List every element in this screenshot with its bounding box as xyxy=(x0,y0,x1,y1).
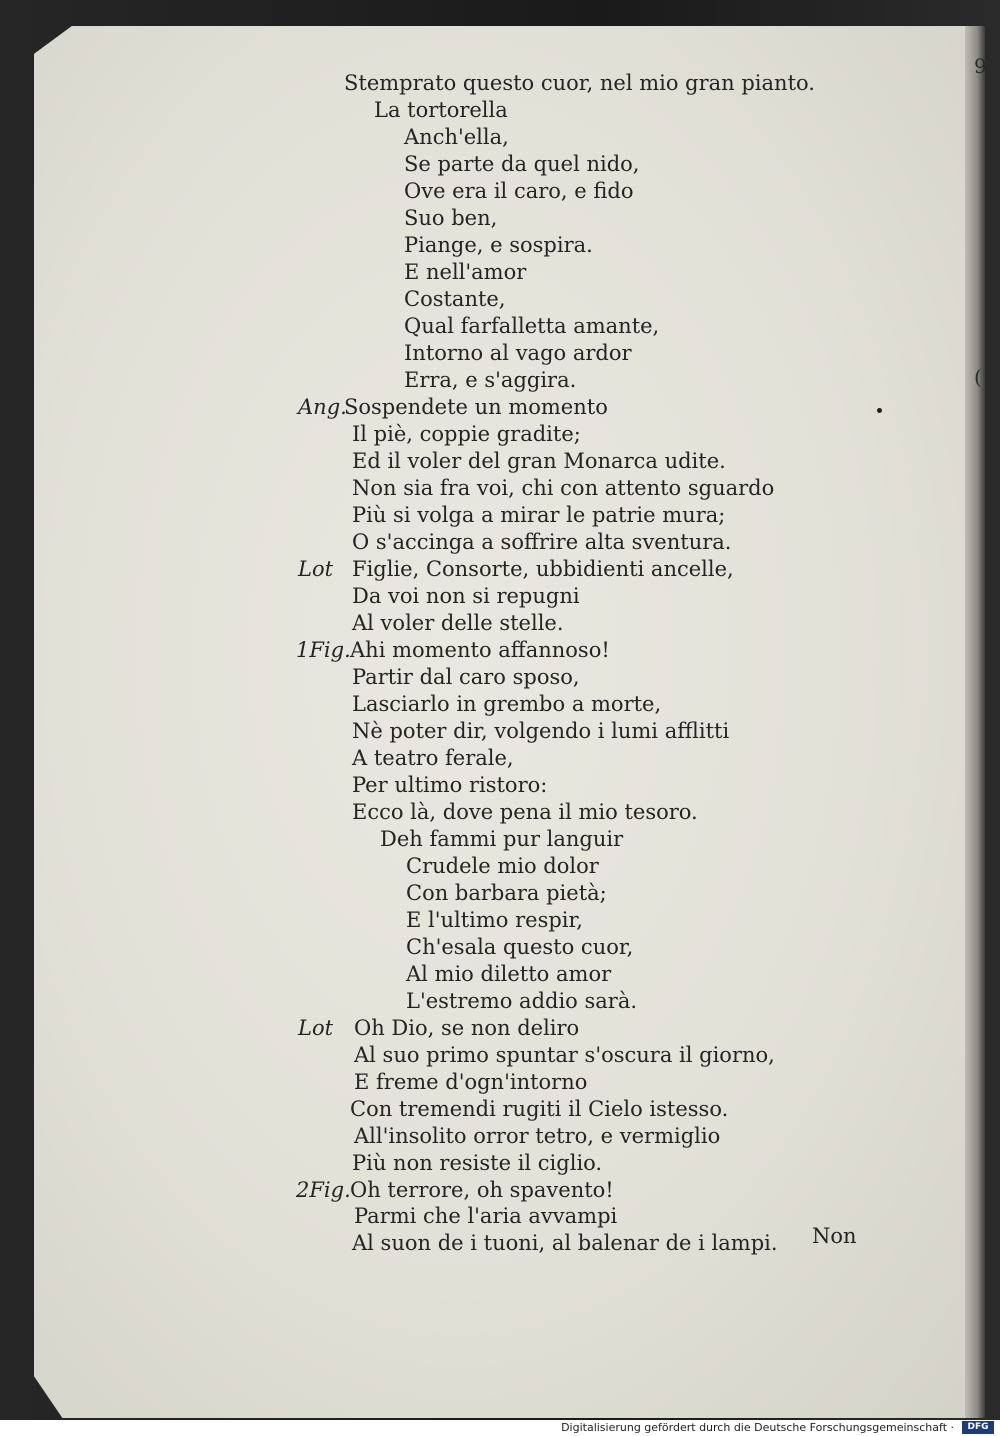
verse-line: La tortorella xyxy=(374,98,508,122)
verse-line: Sospendete un momento xyxy=(344,395,608,419)
verse-line: Partir dal caro sposo, xyxy=(352,665,580,689)
verse-line: Intorno al vago ardor xyxy=(404,341,632,365)
verse-line: Ove era il caro, e fido xyxy=(404,179,634,203)
verse-line: Da voi non si repugni xyxy=(352,584,580,608)
verse-line: E freme d'ogn'intorno xyxy=(354,1070,588,1094)
verse-line: Suo ben, xyxy=(404,206,498,230)
verse-line: Nè poter dir, volgendo i lumi afflitti xyxy=(352,719,730,743)
facing-page-bracket-fragment: ( xyxy=(974,365,982,389)
verse-line: A teatro ferale, xyxy=(352,746,514,770)
verse-line: Al suo primo spuntar s'oscura il giorno, xyxy=(354,1043,775,1067)
funding-credit: Digitalisierung gefördert durch die Deutsche Forschungsgemeinschaft · xyxy=(561,1421,954,1434)
verse-line: Anch'ella, xyxy=(404,125,509,149)
verse-line: Non sia fra voi, chi con attento sguardo xyxy=(352,476,775,500)
verse-line: Ed il voler del gran Monarca udite. xyxy=(352,449,726,473)
verse-line: Figlie, Consorte, ubbidienti ancelle, xyxy=(352,557,734,581)
speaker-label: 1Fig. xyxy=(296,638,351,662)
verse-line: Ahi momento affannoso! xyxy=(350,638,610,662)
ink-speck xyxy=(877,408,882,413)
verse-line: Al mio diletto amor xyxy=(406,962,612,986)
verse-line: Per ultimo ristoro: xyxy=(352,773,548,797)
verse-line: O s'accinga a soffrire alta sventura. xyxy=(352,530,732,554)
verse-line: Più si volga a mirar le patrie mura; xyxy=(352,503,726,527)
verse-line: Crudele mio dolor xyxy=(406,854,599,878)
speaker-label: 2Fig. xyxy=(296,1178,351,1202)
verse-line: E nell'amor xyxy=(404,260,527,284)
verse-line: Con barbara pietà; xyxy=(406,881,607,905)
verse-line: Con tremendi rugiti il Cielo istesso. xyxy=(350,1097,729,1121)
verse-line: Il piè, coppie gradite; xyxy=(352,422,581,446)
verse-line: Parmi che l'aria avvampi xyxy=(354,1204,618,1228)
verse-line: Più non resiste il ciglio. xyxy=(352,1151,603,1175)
verse-line: Stemprato questo cuor, nel mio gran pianto. xyxy=(344,71,815,95)
verse-line: E l'ultimo respir, xyxy=(406,908,583,932)
verse-line: Qual farfalletta amante, xyxy=(404,314,660,338)
verse-line: Al voler delle stelle. xyxy=(352,611,564,635)
verse-line: Lasciarlo in grembo a morte, xyxy=(352,692,662,716)
verse-line: Deh fammi pur languir xyxy=(380,827,624,851)
verse-line: Ecco là, dove pena il mio tesoro. xyxy=(352,800,698,824)
dfg-logo[interactable]: DFG xyxy=(962,1421,994,1434)
verse-line: Erra, e s'aggira. xyxy=(404,368,577,392)
verse-line: Ch'esala questo cuor, xyxy=(406,935,634,959)
facing-page-number-fragment: 95 xyxy=(974,54,1000,78)
speaker-label: Lot xyxy=(298,1016,334,1040)
verse-line: Oh Dio, se non deliro xyxy=(354,1016,580,1040)
verse-line: Se parte da quel nido, xyxy=(404,152,640,176)
verse-line: Al suon de i tuoni, al balenar de i lampi. xyxy=(352,1231,778,1255)
verse-line: All'insolito orror tetro, e vermiglio xyxy=(354,1124,721,1148)
verse-line: L'estremo addio sarà. xyxy=(406,989,638,1013)
catchword: Non xyxy=(812,1224,857,1248)
verse-line: Piange, e sospira. xyxy=(404,233,593,257)
verse-line: Costante, xyxy=(404,287,506,311)
verse-line: Oh terrore, oh spavento! xyxy=(350,1178,614,1202)
speaker-label: Ang. xyxy=(298,395,347,419)
speaker-label: Lot xyxy=(298,557,334,581)
